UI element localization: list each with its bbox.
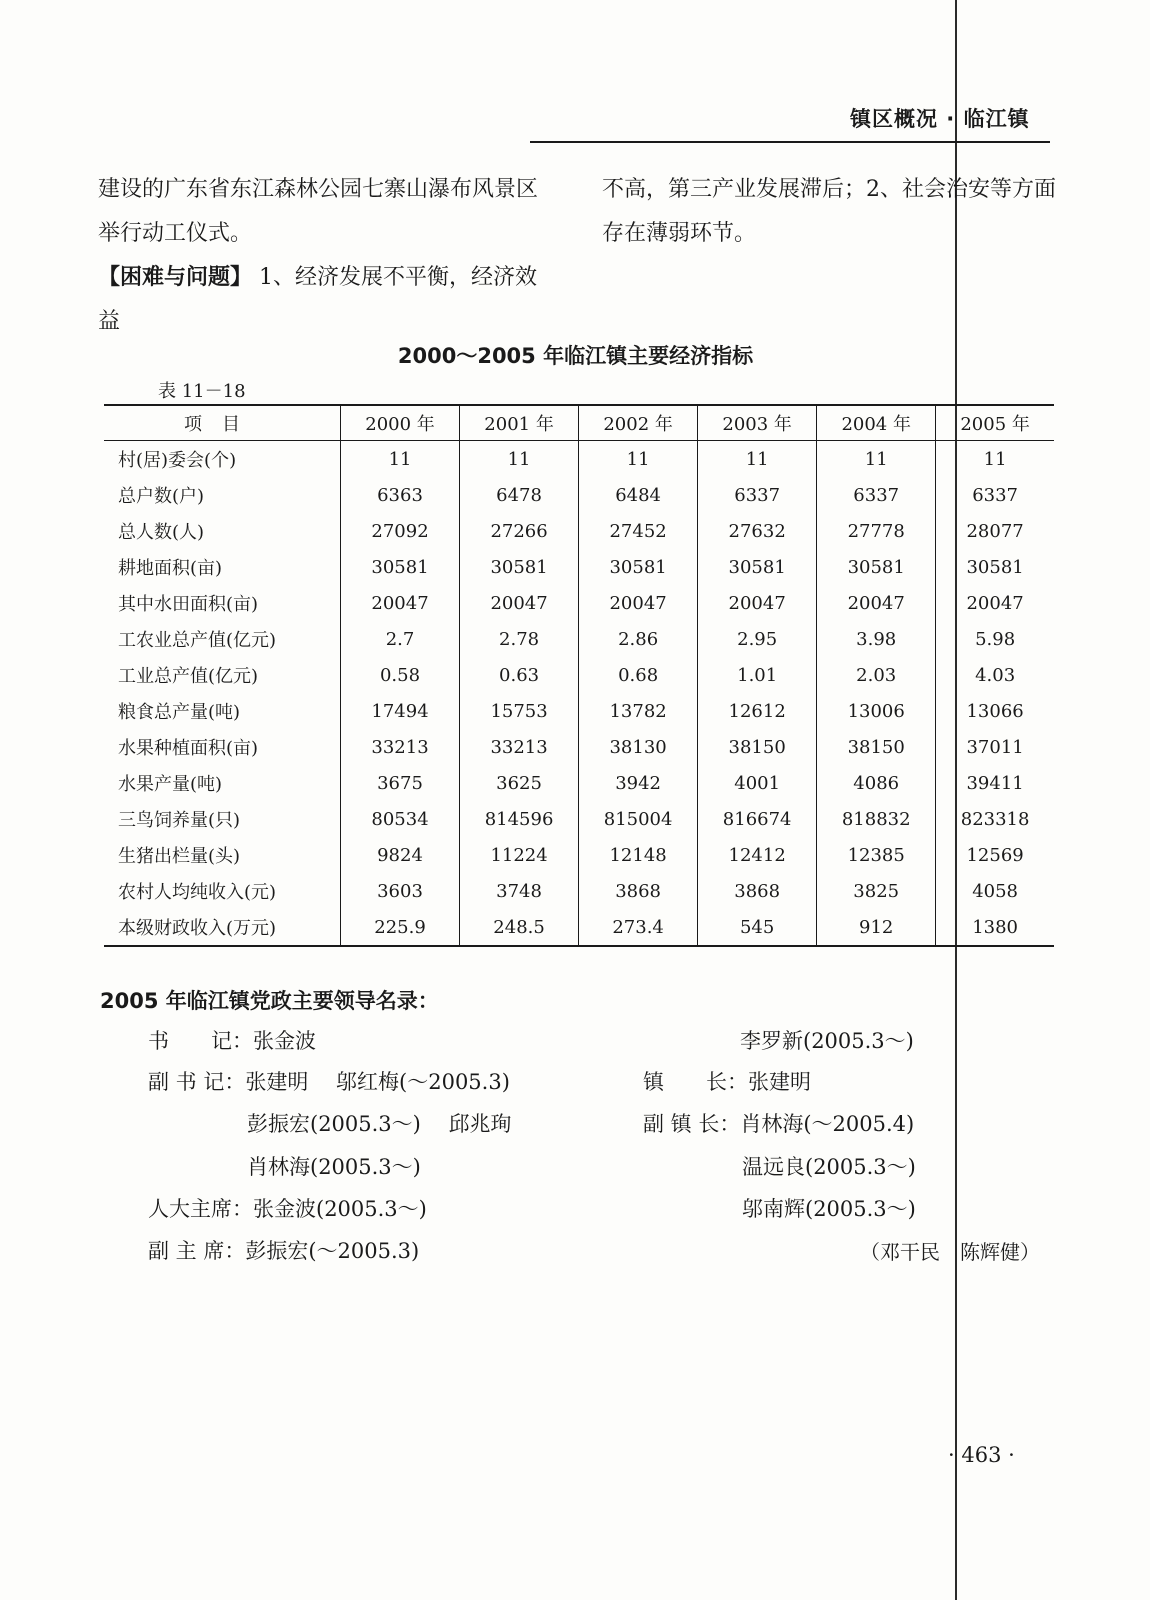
table-cell: 37011 <box>936 729 1054 765</box>
table-cell: 20047 <box>936 585 1054 621</box>
header-cell: 2002 年 <box>579 405 698 441</box>
table-cell: 3868 <box>579 873 698 909</box>
table-row <box>104 693 1054 729</box>
table-cell: 33213 <box>460 729 579 765</box>
header-cell: 2005 年 <box>936 405 1054 441</box>
economic-indicators-table <box>104 404 1054 947</box>
table-cell: 80534 <box>341 801 460 837</box>
table-cell: 4058 <box>936 873 1054 909</box>
table-cell: 2.03 <box>817 657 936 693</box>
leader-deputy-mayor: 温远良(2005.3～) <box>742 1155 916 1179</box>
row-label: 工农业总产值(亿元) <box>118 630 277 651</box>
table-cell: 11 <box>341 441 460 478</box>
table-cell: 3748 <box>460 873 579 909</box>
table-cell: 30581 <box>936 549 1054 585</box>
table-number: 表 11－18 <box>158 381 246 402</box>
table-cell: 912 <box>817 909 936 946</box>
table-cell: 11224 <box>460 837 579 873</box>
table-cell: 0.68 <box>579 657 698 693</box>
table-cell: 13066 <box>936 693 1054 729</box>
table-cell: 1380 <box>936 909 1054 946</box>
table-cell: 3675 <box>341 765 460 801</box>
table-row <box>104 585 1054 621</box>
table-cell: 6337 <box>698 477 817 513</box>
table-cell: 27452 <box>579 513 698 549</box>
table-row <box>104 441 1054 478</box>
table-cell: 11 <box>460 441 579 478</box>
table-cell: 2.7 <box>341 621 460 657</box>
header-cell: 2004 年 <box>817 405 936 441</box>
leader-npc-chair: 人大主席：张金波(2005.3～) <box>148 1197 427 1221</box>
table-cell: 12569 <box>936 837 1054 873</box>
row-label: 其中水田面积(亩) <box>118 594 259 615</box>
table-cell: 12385 <box>817 837 936 873</box>
table-cell: 30581 <box>817 549 936 585</box>
table-cell: 27632 <box>698 513 817 549</box>
table-cell: 0.58 <box>341 657 460 693</box>
table-cell: 3942 <box>579 765 698 801</box>
row-label: 工业总产值(亿元) <box>118 666 259 687</box>
table-cell: 816674 <box>698 801 817 837</box>
page-number: · 463 · <box>948 1443 1015 1467</box>
table-cell: 248.5 <box>460 909 579 946</box>
table-row <box>104 801 1054 837</box>
table-cell: 33213 <box>341 729 460 765</box>
table-cell: 20047 <box>341 585 460 621</box>
table-row <box>104 477 1054 513</box>
table-cell: 12612 <box>698 693 817 729</box>
leader-deputy-mayor: 副 镇 长：肖林海(～2005.4) <box>643 1112 915 1136</box>
leader-deputy-secretary: 肖林海(2005.3～) <box>247 1155 421 1179</box>
row-label: 三鸟饲养量(只) <box>118 810 241 831</box>
table-cell: 2.95 <box>698 621 817 657</box>
table-cell: 4001 <box>698 765 817 801</box>
table-cell: 27092 <box>341 513 460 549</box>
header-rule <box>530 141 1050 143</box>
body-paragraph-left <box>98 168 558 344</box>
leader-deputy-secretary: 彭振宏(2005.3～) 邱兆珣 <box>247 1112 512 1136</box>
table-row <box>104 765 1054 801</box>
header-cell: 2001 年 <box>460 405 579 441</box>
row-label: 总户数(户) <box>118 486 205 507</box>
table-cell: 6484 <box>579 477 698 513</box>
table-cell: 13782 <box>579 693 698 729</box>
table-cell: 20047 <box>698 585 817 621</box>
table-row <box>104 729 1054 765</box>
row-label: 生猪出栏量(头) <box>118 846 241 867</box>
row-label: 水果产量(吨) <box>118 774 223 795</box>
table-cell: 823318 <box>936 801 1054 837</box>
table-cell: 273.4 <box>579 909 698 946</box>
body-paragraph-right: 不高，第三产业发展滞后；2、社会治安等方面存在薄弱环节。 <box>602 177 1056 246</box>
table-cell: 6337 <box>817 477 936 513</box>
table-cell: 3603 <box>341 873 460 909</box>
leader-mayor: 镇 长：张建明 <box>643 1070 811 1094</box>
table-cell: 5.98 <box>936 621 1054 657</box>
table-header-row <box>104 405 1054 441</box>
leader-secretary: 书 记：张金波 <box>148 1029 316 1053</box>
table-cell: 3825 <box>817 873 936 909</box>
table-cell: 6337 <box>936 477 1054 513</box>
table-row <box>104 909 1054 946</box>
table-cell: 11 <box>817 441 936 478</box>
table-cell: 38130 <box>579 729 698 765</box>
table-cell: 38150 <box>817 729 936 765</box>
header-cell: 2003 年 <box>698 405 817 441</box>
row-label: 粮食总产量(吨) <box>118 702 241 723</box>
author-byline: （邓干民 陈辉健） <box>860 1240 1040 1264</box>
table-cell: 6478 <box>460 477 579 513</box>
table-cell: 39411 <box>936 765 1054 801</box>
table-cell: 0.63 <box>460 657 579 693</box>
running-head: 镇区概况 · 临江镇 <box>850 107 1030 131</box>
table-row <box>104 513 1054 549</box>
table-cell: 30581 <box>460 549 579 585</box>
row-label: 农村人均纯收入(元) <box>118 882 277 903</box>
table-cell: 13006 <box>817 693 936 729</box>
section-heading: 【困难与问题】 <box>98 265 253 290</box>
table-title: 2000～2005 年临江镇主要经济指标 <box>397 344 754 368</box>
row-label: 总人数(人) <box>118 522 205 543</box>
table-cell: 27778 <box>817 513 936 549</box>
table-row <box>104 621 1054 657</box>
table-cell: 11 <box>579 441 698 478</box>
table-cell: 30581 <box>698 549 817 585</box>
header-cell: 项目 <box>104 405 341 441</box>
paragraph-text: 建设的广东省东江森林公园七寨山瀑布风景区举行动工仪式。 <box>98 177 539 246</box>
table-row <box>104 873 1054 909</box>
table-cell: 12412 <box>698 837 817 873</box>
row-label: 水果种植面积(亩) <box>118 738 259 759</box>
row-label: 村(居)委会(个) <box>118 450 237 471</box>
table-cell: 17494 <box>341 693 460 729</box>
header-cell: 2000 年 <box>341 405 460 441</box>
row-label: 本级财政收入(万元) <box>118 918 277 939</box>
table-cell: 20047 <box>579 585 698 621</box>
table-cell: 15753 <box>460 693 579 729</box>
table-cell: 815004 <box>579 801 698 837</box>
table-cell: 4086 <box>817 765 936 801</box>
table-cell: 20047 <box>817 585 936 621</box>
table-cell: 2.86 <box>579 621 698 657</box>
leader-npc-vice-chair: 副 主 席：彭振宏(～2005.3) <box>148 1239 420 1263</box>
table-cell: 30581 <box>579 549 698 585</box>
table-cell: 4.03 <box>936 657 1054 693</box>
table-cell: 3.98 <box>817 621 936 657</box>
table-cell: 3625 <box>460 765 579 801</box>
table-cell: 27266 <box>460 513 579 549</box>
table-cell: 11 <box>698 441 817 478</box>
leader-deputy-secretary: 副 书 记：张建明 邬红梅(～2005.3) <box>148 1070 510 1094</box>
table-cell: 818832 <box>817 801 936 837</box>
paragraph-text: 1、经济发展不平衡，经济效益 <box>98 265 538 334</box>
table-row <box>104 657 1054 693</box>
table-cell: 1.01 <box>698 657 817 693</box>
row-label: 耕地面积(亩) <box>118 558 223 579</box>
table-cell: 30581 <box>341 549 460 585</box>
table-body <box>104 441 1054 947</box>
table-cell: 11 <box>936 441 1054 478</box>
table-cell: 28077 <box>936 513 1054 549</box>
table-row <box>104 549 1054 585</box>
leader-deputy-mayor: 邬南辉(2005.3～) <box>742 1197 916 1221</box>
table-cell: 12148 <box>579 837 698 873</box>
leaders-title: 2005 年临江镇党政主要领导名录： <box>100 989 439 1013</box>
table-cell: 814596 <box>460 801 579 837</box>
table-cell: 225.9 <box>341 909 460 946</box>
table-cell: 2.78 <box>460 621 579 657</box>
table-cell: 545 <box>698 909 817 946</box>
table-cell: 3868 <box>698 873 817 909</box>
table-cell: 9824 <box>341 837 460 873</box>
table-row <box>104 837 1054 873</box>
table-cell: 38150 <box>698 729 817 765</box>
leader-npc-vice-chair: 李罗新(2005.3～) <box>740 1029 914 1053</box>
table-cell: 20047 <box>460 585 579 621</box>
table-cell: 6363 <box>341 477 460 513</box>
